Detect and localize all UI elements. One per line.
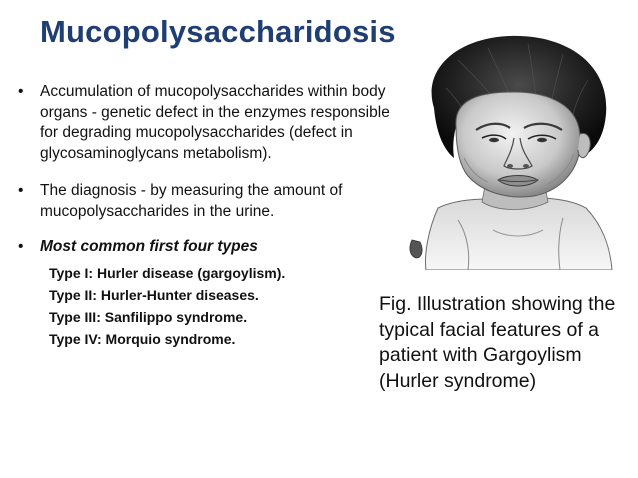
type-item: Type IV: Morquio syndrome. — [49, 330, 236, 347]
bullet-text: The diagnosis - by measuring the amount of mucopolysaccharides in the urine. — [40, 182, 343, 220]
bullet-text: Accumulation of mucopolysaccharides within body organs - genetic defect in the enzymes responsible for degrading mucopolysaccharides (defect in glycosaminoglycans metabolism). — [40, 83, 390, 162]
bullet-item — [18, 82, 393, 164]
slide-title: Mucopolysaccharidosis — [40, 14, 396, 49]
type-item: Type II: Hurler-Hunter diseases. — [49, 286, 259, 303]
figure-caption: Fig. Illustration showing the typical facial features of a patient with Gargoylism (Hurler syndrome) — [379, 293, 616, 392]
bullet-item — [18, 181, 393, 222]
type-list — [49, 262, 393, 350]
bullet-list — [18, 82, 393, 350]
bullet-text: Most common first four types — [40, 238, 258, 255]
type-item: Type III: Sanfilippo syndrome. — [49, 308, 248, 325]
child-illustration-icon — [398, 30, 630, 270]
type-item: Type I: Hurler disease (gargoylism). — [49, 264, 286, 281]
bullet-marker: • — [18, 238, 24, 255]
bullet-marker: • — [18, 182, 24, 199]
bullet-item — [18, 237, 393, 258]
bullet-marker: • — [18, 83, 24, 100]
